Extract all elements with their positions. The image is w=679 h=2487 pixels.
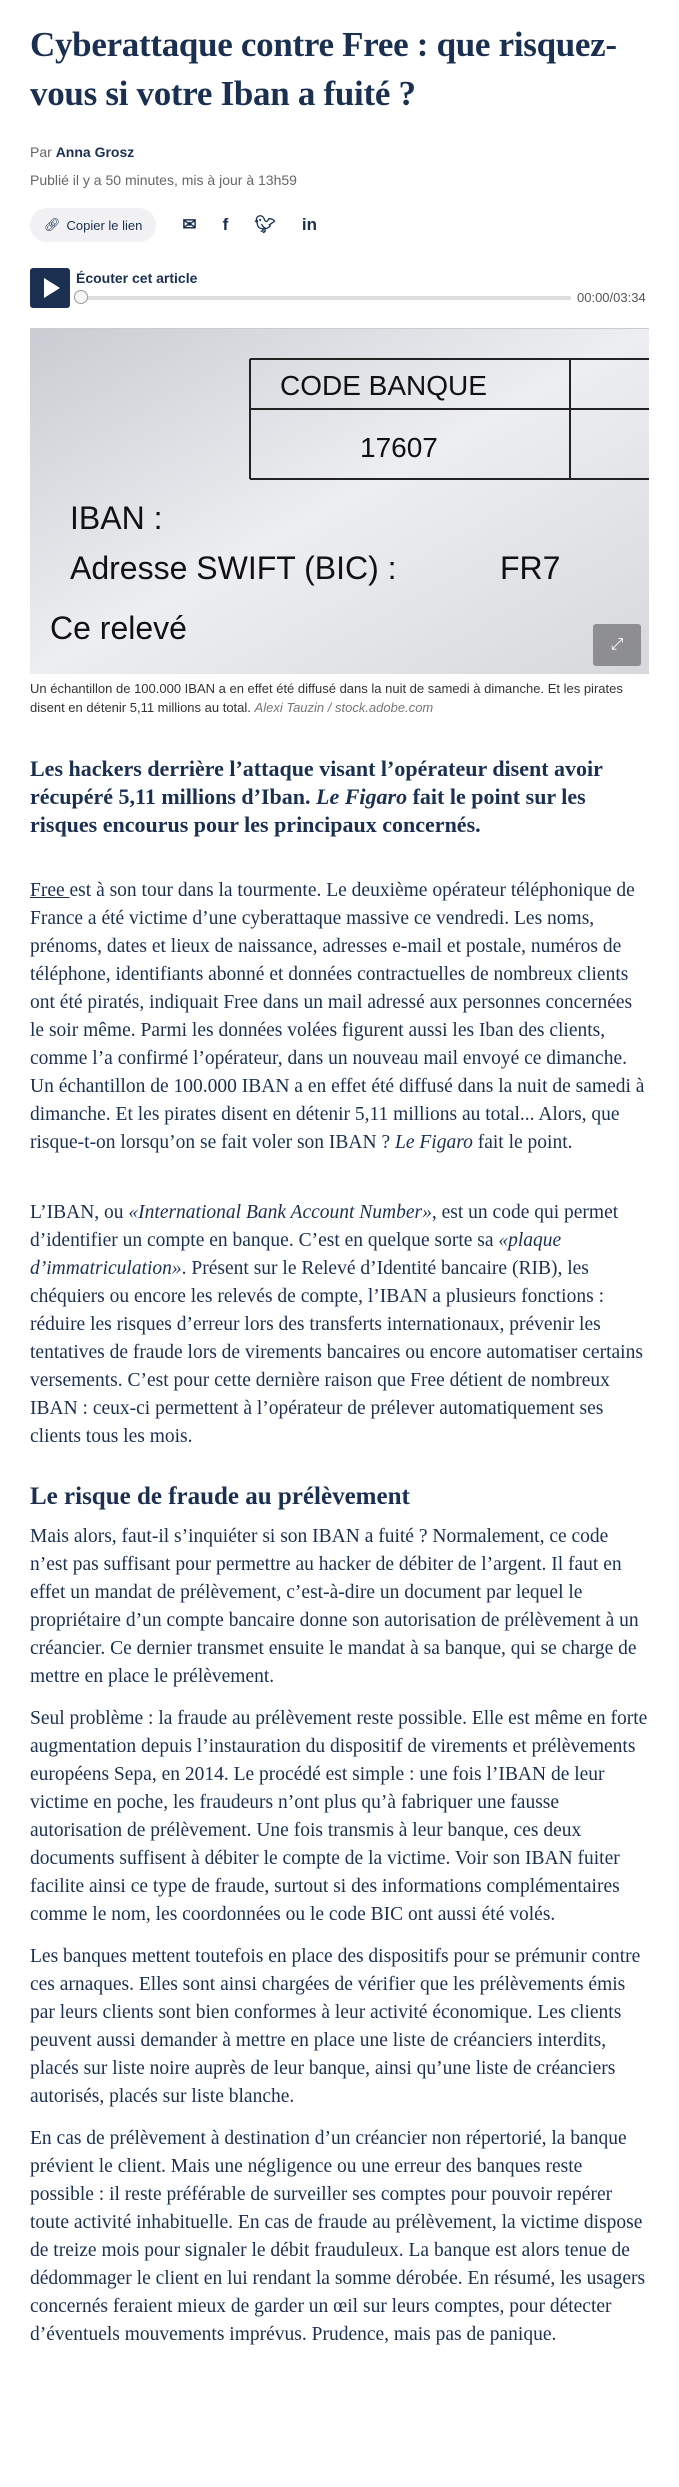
paragraph-emphasis: «plaque d’immatriculation» [30,1230,562,1279]
article-image [30,328,649,674]
paragraph-text: est à son tour dans la tourmente. Le deuxième opérateur téléphonique de France a été victime d’une cyberattaque massive ce vendredi. Les noms, prénoms, dates et lieux de naissance, adresses e-mail et postale, numéros de téléphone, identifiants abonné et données contractuelles de nombreux clients ont été piratés, indiquait Free dans un mail adressé aux personnes concernées le soir même. Parmi les données volées figurent aussi les Iban des clients, comme l’a confirmé l’opérateur, dans un nouveau mail envoyé ce dimanche. Un échantillon de 100.000 IBAN a en effet été diffusé dans la nuit de samedi à dimanche. Et les pirates disent en détenir 5,11 millions au total... Alors, que risque-t-on lorsqu’on se fait voler son IBAN ? [30,880,645,1153]
image-text: Ce relevé [50,610,187,646]
paragraph: En cas de prélèvement à destination d’un créancier non répertorié, la banque prévient le client. Mais une négligence ou une erreur des banques reste possible : il reste préférable de surveiller ses comptes pour pouvoir repérer toute activité inhabituelle. En cas de fraude au prélèvement, la victime dispose de treize mois pour signaler le débit frauduleux. La banque est alors tenue de dédommager le client en lui rendant la somme dérobée. En résumé, les usagers concernés feraient mieux de garder un œil sur leurs comptes, pour détecter d’éventuels mouvements imprévus. Prudence, mais pas de panique. [30,2128,646,2345]
share-bar [30,208,649,242]
audio-player [30,268,649,308]
paragraph-text: , est un code qui permet d’identifier un compte en banque. C’est en quelque sorte sa [30,1202,619,1251]
caption-credit: Alexi Tauzin / stock.adobe.com [254,700,434,715]
lead-emphasis: Le Figaro [316,784,408,809]
copy-link-button[interactable] [30,208,156,242]
paragraph [30,1199,649,1451]
lead-text: Les hackers derrière l’attaque visant l’opérateur disent avoir récupéré 5,11 millions d’Iban. [30,756,603,809]
image-text: IBAN : [70,500,163,536]
paragraph-emphasis: Le Figaro [395,1132,473,1153]
article-lead [30,755,649,839]
page-title: Cyberattaque contre Free : que risquez-vous si votre Iban a fuité ? [30,25,617,113]
publish-date: Publié il y a 50 minutes, mis à jour à 13h59 [30,172,297,188]
link-icon: 🔗︎ [44,217,61,232]
paragraph-text: . Présent sur le Relevé d’Identité bancaire (RIB), les chéquiers ou encore les relevés de compte, l’IBAN a plusieurs fonctions : réduire les risques d’erreur lors des transferts internationaux, prévenir les tentatives de fraude lors de virements bancaires ou encore automatiser certains versements. C’est pour cette dernière raison que Free détient de nombreux IBAN : ceux-ci permettent à l’opérateur de prélever automatiquement ses clients tous les mois. [30,1258,643,1447]
copy-link-label: Copier le lien [66,217,143,233]
image-text: FR7 [500,550,561,586]
expand-icon[interactable]: ⤢ [593,624,641,666]
play-button[interactable] [30,268,70,308]
lead-text-end: fait le point sur les risques encourus pour les principaux concernés. [30,784,586,837]
iban-document-photo [30,329,649,674]
audio-time: 00:00/03:34 [577,290,646,305]
free-link[interactable]: Free [30,880,70,901]
audio-slider-knob[interactable] [74,290,88,304]
mail-icon[interactable]: ✉ [182,215,197,234]
paragraph-emphasis: «International Bank Account Number» [128,1202,432,1223]
linkedin-icon[interactable]: in [301,215,318,234]
image-caption [30,679,649,717]
paragraph: Mais alors, faut-il s’inquiéter si son IBAN a fuité ? Normalement, ce code n’est pas suffisant pour permettre au hacker de débiter de l’argent. Il faut en effet un mandat de prélèvement, c’est-à-dire un document par lequel le propriétaire d’un compte bancaire donne son autorisation de prélèvement à un créancier. Ce dernier transmet ensuite le mandat à sa banque, qui se charge de mettre en place le prélèvement. [30,1526,639,1687]
facebook-icon[interactable]: f [222,215,229,234]
paragraph: Seul problème : la fraude au prélèvement reste possible. Elle est même en forte augmentation depuis l’instauration du dispositif de virements et prélèvements européens Sepa, en 2014. Le procédé est simple : une fois l’IBAN de leur victime en poche, les fraudeurs n’ont plus qu’à fabriquer une fausse autorisation de prélèvement. Une fois transmis à leur banque, ces deux documents suffisent à débiter le compte de la victime. Voir son IBAN fuiter facilite ainsi ce type de fraude, surtout si des informations complémentaires comme le nom, les coordonnées ou le code BIC ont aussi été volés. [30,1708,648,1925]
byline [30,144,649,160]
paragraph-text: L’IBAN, ou [30,1202,129,1223]
audio-progress-slider[interactable] [76,296,571,300]
audio-title: Écouter cet article [76,270,198,286]
author-link[interactable]: Anna Grosz [55,144,135,160]
byline-prefix: Par [30,144,52,160]
caption-text: Un échantillon de 100.000 IBAN a en effet été diffusé dans la nuit de samedi à dimanche. Et les pirates disent en détenir 5,11 millions au total. [30,681,623,715]
image-text: Adresse SWIFT (BIC) : [70,550,397,586]
section-heading: Le risque de fraude au prélèvement [30,1483,410,1510]
image-text: 17607 [360,432,438,463]
twitter-icon[interactable]: 🐦︎ [254,215,276,234]
paragraph [30,877,649,1157]
paragraph: Les banques mettent toutefois en place des dispositifs pour se prémunir contre ces arnaques. Elles sont ainsi chargées de vérifier que les prélèvements émis par leurs clients sont bien conformes à leur activité économique. Les clients peuvent aussi demander à mettre en place une liste de créanciers interdits, placés sur liste noire auprès de leur banque, ainsi qu’une liste de créanciers autorisés, placés sur liste blanche. [30,1946,641,2107]
image-text: CODE BANQUE [280,370,487,401]
paragraph-text-end: fait le point. [472,1132,573,1153]
article [0,20,679,2349]
